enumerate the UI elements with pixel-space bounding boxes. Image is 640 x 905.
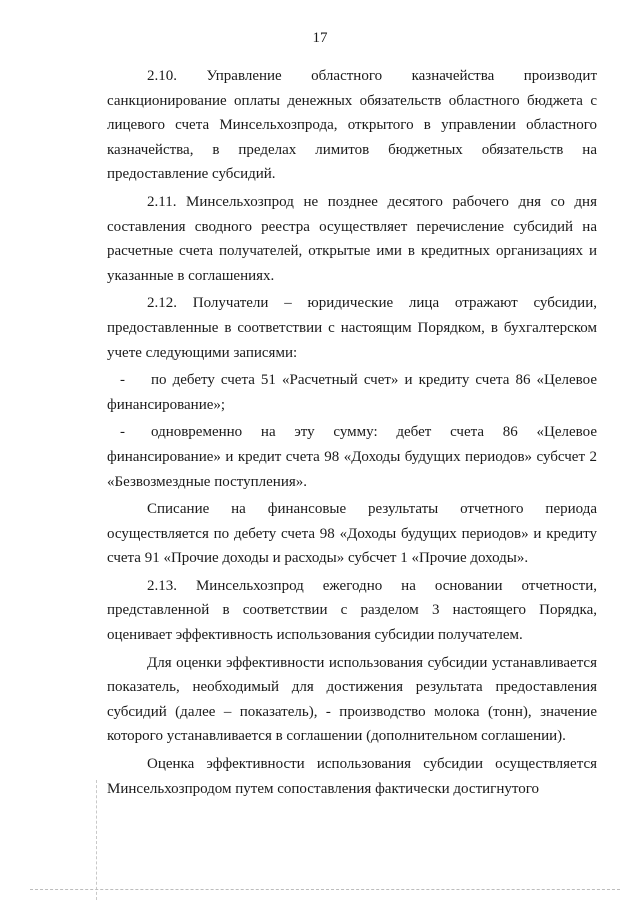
paragraph-2-11: 2.11. Минсельхозпрод не позднее десятого рабочего дня со дня составления сводного реестра осуществляет перечисление субсидий на расчетные счета получателей, открытые ими в кредитных организациях и указанные в соглашениях. — [107, 193, 597, 284]
list-item-entry-1 — [107, 368, 597, 417]
paragraph-2-13: 2.13. Минсельхозпрод ежегодно на основании отчетности, представленной в соответствии с разделом 3 настоящего Порядка, оценивает эффективность использования субсидии получателем. — [107, 577, 597, 644]
page-number: 17 — [312, 30, 328, 46]
paragraph-2-10: 2.10. Управление областного казначейства производит санкционирование оплаты денежных обязательств областного бюджета с лицевого счета Минсельхозпрода, открытого в управлении областного казначейства, в пределах лимитов бюджетных обязательств на предоставление субсидий. — [107, 68, 597, 183]
paragraph-indicator: Для оценки эффективности использования субсидии устанавливается показатель, необходимый для достижения результата предоставления субсидий (далее – показатель), - производство молока (тонн), значение которого устанавливается в соглашении (дополнительном соглашении). — [107, 654, 597, 745]
document-body — [107, 64, 597, 804]
scan-artifact-bottom-line — [30, 889, 620, 890]
list-item-text: по дебету счета 51 «Расчетный счет» и кредиту счета 86 «Целевое финансирование»; — [107, 372, 597, 413]
scan-artifact-vertical-line — [96, 780, 98, 900]
dash-marker: - — [120, 424, 125, 441]
list-item-entry-2 — [107, 420, 597, 494]
dash-marker: - — [120, 372, 125, 389]
list-item-text: одновременно на эту сумму: дебет счета 86 «Целевое финансирование» и кредит счета 98 «Доходы будущих периодов» субсчет 2 «Безвозмездные поступления». — [107, 424, 597, 490]
paragraph-evaluation: Оценка эффективности использования субсидии осуществляется Минсельхозпродом путем сопоставления фактически достигнутого — [107, 756, 597, 797]
paragraph-2-12: 2.12. Получатели – юридические лица отражают субсидии, предоставленные в соответствии с настоящим Порядком, в бухгалтерском учете следующими записями: — [107, 295, 597, 361]
paragraph-write-off: Списание на финансовые результаты отчетного периода осуществляется по дебету счета 98 «Доходы будущих периодов» и кредиту счета 91 «Прочие доходы и расходы» субсчет 1 «Прочие доходы». — [107, 501, 597, 567]
